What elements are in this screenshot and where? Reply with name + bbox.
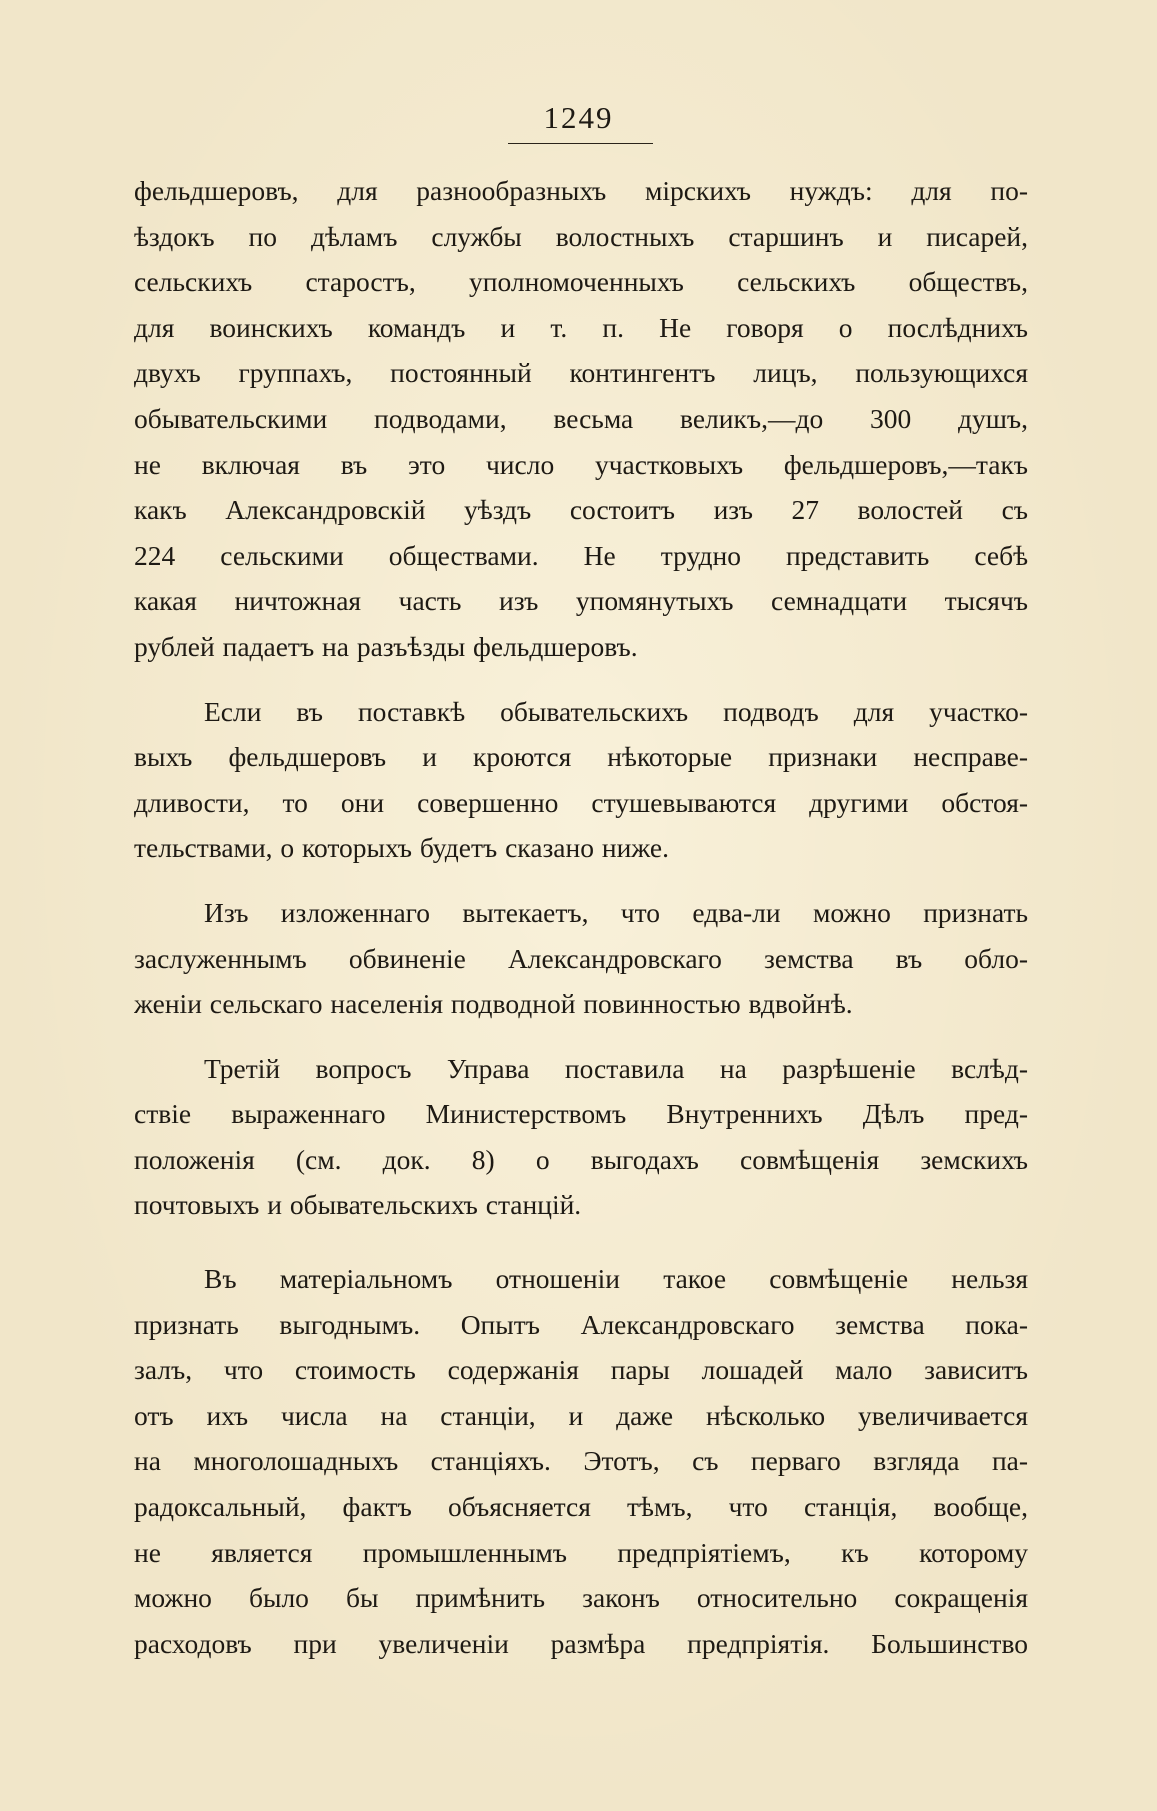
text-line: какая ничтожная часть изъ упомянутыхъ семнадцати тысячъ <box>134 585 1028 617</box>
text-line: 224 сельскими обществами. Не трудно представить себѣ <box>134 539 1028 571</box>
text-line: радоксальный, фактъ объясняется тѣмъ, что станція, вообще, <box>134 1491 1028 1523</box>
text-line: Въ матеріальномъ отношеніи такое совмѣщеніе нельзя <box>204 1263 1028 1295</box>
text-line: отъ ихъ числа на станціи, и даже нѣсколько увеличивается <box>134 1399 1028 1431</box>
paragraph-5 <box>134 1256 1028 1666</box>
text-line: обывательскими подводами, весьма великъ,—до 300 душъ, <box>134 402 1028 434</box>
paragraph-3 <box>134 890 1028 1027</box>
text-line: положенія (см. док. 8) о выгодахъ совмѣщенія земскихъ <box>134 1143 1028 1175</box>
page-number: 1249 <box>543 100 614 135</box>
text-line: можно было бы примѣнить законъ относительно сокращенія <box>134 1582 1028 1614</box>
body-text <box>134 168 1028 1666</box>
text-line: почтовыхъ и обывательскихъ станцій. <box>134 1189 582 1221</box>
text-line: выхъ фельдшеровъ и кроются нѣкоторые признаки несправе- <box>134 741 1028 773</box>
text-line: ѣздокъ по дѣламъ службы волостныхъ старшинъ и писарей, <box>134 220 1028 252</box>
text-line: женіи сельскаго населенія подводной повинностью вдвойнѣ. <box>134 988 853 1020</box>
text-line: тельствами, о которыхъ будетъ сказано ниже. <box>134 832 670 864</box>
page-number-rule <box>508 143 653 144</box>
text-line: не включая въ это число участковыхъ фельдшеровъ,—такъ <box>134 448 1028 480</box>
text-line: Третій вопросъ Управа поставила на разрѣшеніе вслѣд- <box>204 1052 1028 1084</box>
text-line: на многолошадныхъ станціяхъ. Этотъ, съ перваго взгляда па- <box>134 1445 1028 1477</box>
text-line: Изъ изложеннаго вытекаетъ, что едва-ли можно признать <box>204 896 1028 928</box>
text-line: заслуженнымъ обвиненіе Александровскаго земства въ обло- <box>134 942 1028 974</box>
text-line: для воинскихъ командъ и т. п. Не говоря о послѣднихъ <box>134 311 1028 343</box>
text-line: ствіе выраженнаго Министерствомъ Внутреннихъ Дѣлъ пред- <box>134 1098 1028 1130</box>
text-line: фельдшеровъ, для разнообразныхъ мірскихъ нуждъ: для по- <box>134 175 1028 206</box>
text-line: залъ, что стоимость содержанія пары лошадей мало зависитъ <box>134 1354 1028 1386</box>
text-line: двухъ группахъ, постоянный контингентъ лицъ, пользующихся <box>134 357 1028 389</box>
text-line: расходовъ при увеличеніи размѣра предпріятія. Большинство <box>134 1627 1028 1659</box>
paragraph-4 <box>134 1046 1028 1228</box>
text-line: Если въ поставкѣ обывательскихъ подводъ для участко- <box>204 695 1028 727</box>
text-line: признать выгоднымъ. Опытъ Александровскаго земства пока- <box>134 1308 1028 1340</box>
text-line: сельскихъ старостъ, уполномоченныхъ сельскихъ обществъ, <box>134 266 1028 298</box>
text-line: дливости, то они совершенно стушевываются другими обстоя- <box>134 786 1028 818</box>
text-line: какъ Александровскій уѣздъ состоитъ изъ 27 волостей съ <box>134 494 1028 526</box>
text-line: не является промышленнымъ предпріятіемъ, къ которому <box>134 1536 1028 1568</box>
text-line: рублей падаетъ на разъѣзды фельдшеровъ. <box>134 630 638 662</box>
paragraph-1 <box>134 168 1028 670</box>
paragraph-2 <box>134 689 1028 871</box>
